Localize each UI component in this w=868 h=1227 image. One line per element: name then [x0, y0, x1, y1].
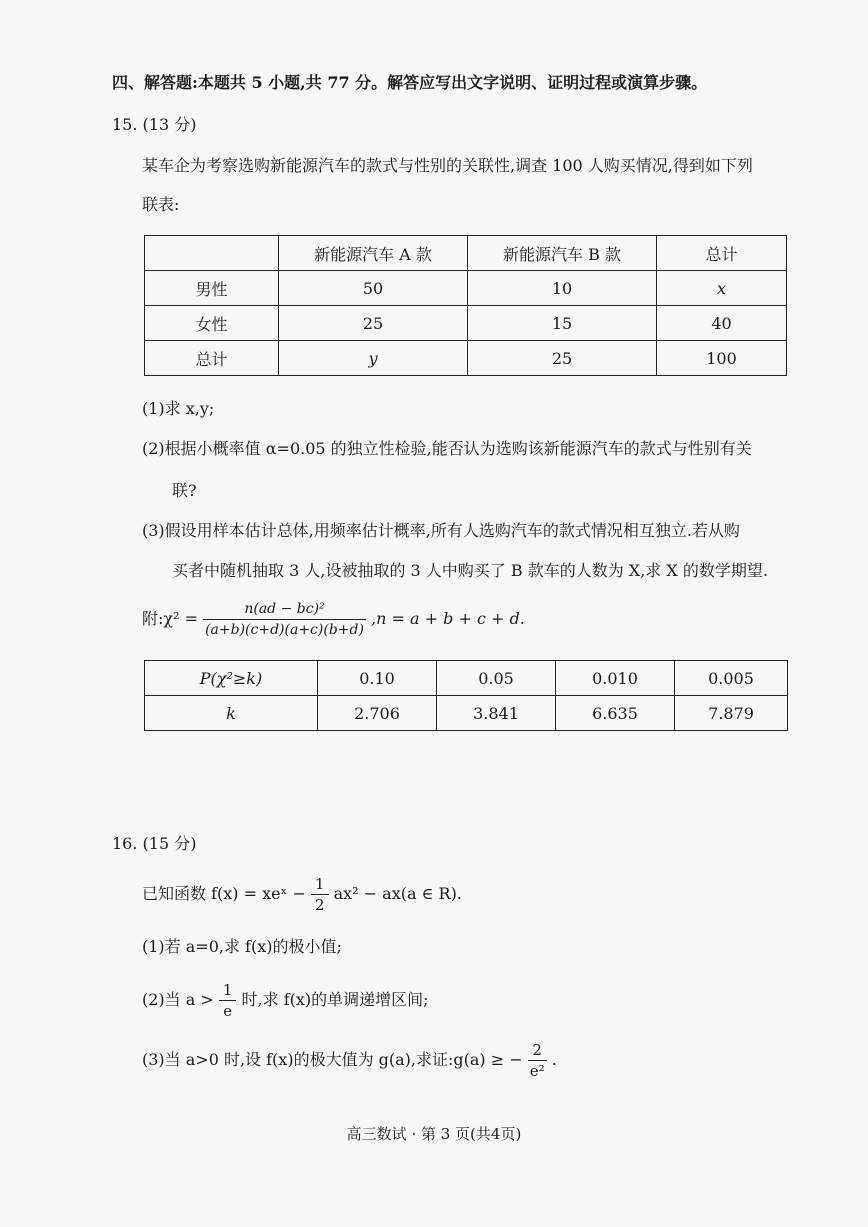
table-cell: P(χ²≥k) — [145, 661, 318, 696]
table-cell: k — [145, 696, 318, 731]
table-cell: y — [279, 341, 468, 376]
table-cell: 6.635 — [556, 696, 675, 731]
two-over-e-squared-fraction — [528, 1040, 547, 1081]
table-cell: 25 — [279, 306, 468, 341]
table-header-cell: 总计 — [657, 236, 787, 271]
fraction-numerator: 1 — [311, 874, 329, 895]
q16-part3-prefix: (3)当 a>0 时,设 f(x)的极大值为 g(a),求证:g(a) ≥ − — [142, 1050, 523, 1069]
table-cell: 0.05 — [437, 661, 556, 696]
table-cell: 7.879 — [675, 696, 788, 731]
q16-part1: (1)若 a=0,求 f(x)的极小值; — [142, 937, 342, 956]
table-cell: 0.10 — [318, 661, 437, 696]
q16-stem-prefix: 已知函数 f(x) = xeˣ − — [142, 884, 306, 903]
table-cell: 2.706 — [318, 696, 437, 731]
table-cell: 50 — [279, 271, 468, 306]
fraction-denominator: 2 — [314, 896, 325, 914]
q16-stem-suffix: ax² − ax(a ∈ R). — [333, 884, 462, 903]
chi-square-formula — [142, 598, 525, 640]
table-cell: 3.841 — [437, 696, 556, 731]
q16-number: 16. (15 分) — [112, 834, 197, 853]
q16-part2-prefix: (2)当 a > — [142, 990, 214, 1009]
table-cell: 女性 — [145, 306, 279, 341]
table-row — [145, 661, 788, 696]
q15-stem-line1: 某车企为考察选购新能源汽车的款式与性别的关联性,调查 100 人购买情况,得到如下列 — [142, 156, 753, 175]
table-cell: 15 — [468, 306, 657, 341]
table-header-cell: 新能源汽车 A 款 — [279, 236, 468, 271]
table-cell: 0.010 — [556, 661, 675, 696]
half-fraction — [311, 874, 329, 915]
q15-part2-line1: (2)根据小概率值 α=0.05 的独立性检验,能否认为选购该新能源汽车的款式与性别有关 — [142, 439, 752, 458]
q15-number: 15. (13 分) — [112, 115, 197, 134]
q16-part3-suffix: . — [551, 1050, 557, 1069]
fraction-numerator: 2 — [528, 1040, 547, 1061]
table-cell: 10 — [468, 271, 657, 306]
q16-stem — [142, 872, 462, 916]
q15-part2-line2: 联? — [172, 481, 197, 500]
formula-prefix: 附:χ² = — [142, 609, 198, 628]
q16-part2-suffix: 时,求 f(x)的单调递增区间; — [241, 990, 429, 1009]
q15-part3-line1: (3)假设用样本估计总体,用频率估计概率,所有人选购汽车的款式情况相互独立.若从购 — [142, 521, 740, 540]
table-cell: 总计 — [145, 341, 279, 376]
table-header-cell: 新能源汽车 B 款 — [468, 236, 657, 271]
table-cell: x — [657, 271, 787, 306]
table-cell: 25 — [468, 341, 657, 376]
fraction-denominator: e² — [529, 1062, 545, 1080]
table-cell: 100 — [657, 341, 787, 376]
section-header: 四、解答题:本题共 5 小题,共 77 分。解答应写出文字说明、证明过程或演算步骤。 — [112, 73, 708, 92]
fraction-denominator: e — [223, 1002, 233, 1020]
critical-value-table — [144, 660, 788, 731]
q15-part3-line2: 买者中随机抽取 3 人,设被抽取的 3 人中购买了 B 款车的人数为 X,求 X 的数学期望. — [172, 561, 768, 580]
q15-stem-line2: 联表: — [142, 195, 180, 214]
table-row — [145, 306, 787, 341]
table-cell: 40 — [657, 306, 787, 341]
table-header-row — [145, 236, 787, 271]
one-over-e-fraction — [219, 980, 237, 1021]
table-cell: 0.005 — [675, 661, 788, 696]
table-row — [145, 696, 788, 731]
q15-part1: (1)求 x,y; — [142, 399, 215, 418]
formula-fraction — [203, 599, 366, 640]
formula-denominator: (a+b)(c+d)(a+c)(b+d) — [205, 622, 364, 638]
formula-numerator: n(ad − bc)² — [203, 599, 366, 620]
q16-part3 — [142, 1038, 557, 1082]
table-cell — [145, 236, 279, 271]
q16-part2 — [142, 978, 429, 1022]
fraction-numerator: 1 — [219, 980, 237, 1001]
formula-suffix: ,n = a + b + c + d. — [371, 609, 525, 628]
table-row — [145, 271, 787, 306]
table-row — [145, 341, 787, 376]
table-cell: 男性 — [145, 271, 279, 306]
contingency-table — [144, 235, 787, 376]
page-footer: 高三数试 · 第 3 页(共4页) — [346, 1125, 522, 1143]
